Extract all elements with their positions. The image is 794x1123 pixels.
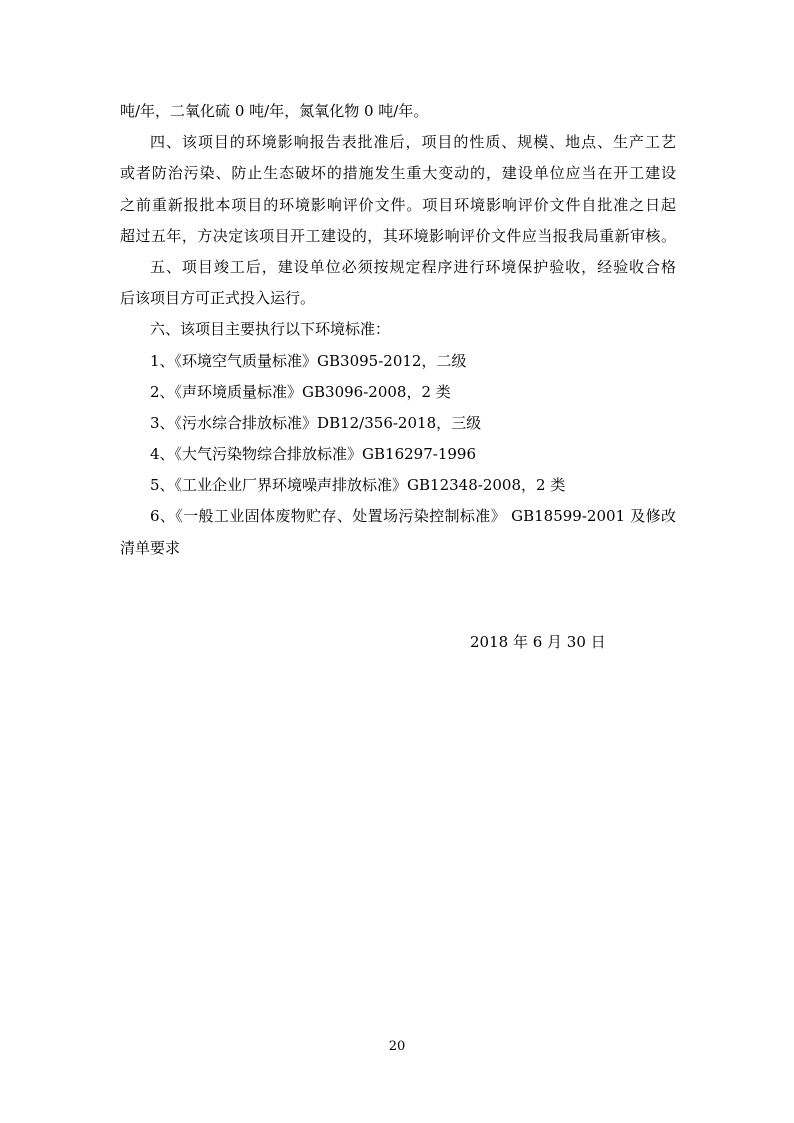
standard-item: 3、《污水综合排放标准》DB12/356-2018，三级 xyxy=(150,413,482,432)
document-body xyxy=(120,96,676,564)
text-line: 超过五年，方决定该项目开工建设的，其环境影响评价文件应当报我局重新审核。 xyxy=(120,226,676,245)
text-line: 或者防治污染、防止生态破坏的措施发生重大变动的，建设单位应当在开工建设 xyxy=(120,164,676,183)
text-line: 五、项目竣工后，建设单位必须按规定程序进行环境保护验收，经验收合格 xyxy=(150,257,676,276)
standard-item: 5、《工业企业厂界环境噪声排放标准》GB12348-2008，2 类 xyxy=(150,476,566,495)
standard-item: 4、《大气污染物综合排放标准》GB16297-1996 xyxy=(150,445,477,464)
page-number: 20 xyxy=(388,1039,406,1054)
text-line: 吨/年，二氧化硫 0 吨/年，氮氧化物 0 吨/年。 xyxy=(120,102,429,120)
standard-item: 6、《一般工业固体废物贮存、处置场污染控制标准》 GB18599-2001 及修改 xyxy=(150,507,676,526)
standard-item: 1、《环境空气质量标准》GB3095-2012，二级 xyxy=(150,351,467,370)
text-line: 四、该项目的环境影响报告表批准后，项目的性质、规模、地点、生产工艺 xyxy=(150,133,676,152)
text-line: 六、该项目主要执行以下环境标准： xyxy=(150,320,391,339)
standard-item: 2、《声环境质量标准》GB3096-2008，2 类 xyxy=(150,382,451,401)
text-line: 后该项目方可正式投入运行。 xyxy=(120,289,316,308)
document-date: 2018 年 6 月 30 日 xyxy=(470,633,606,651)
text-line: 之前重新报批本项目的环境影响评价文件。项目环境影响评价文件自批准之日起 xyxy=(120,195,676,214)
text-line: 清单要求 xyxy=(120,538,181,557)
